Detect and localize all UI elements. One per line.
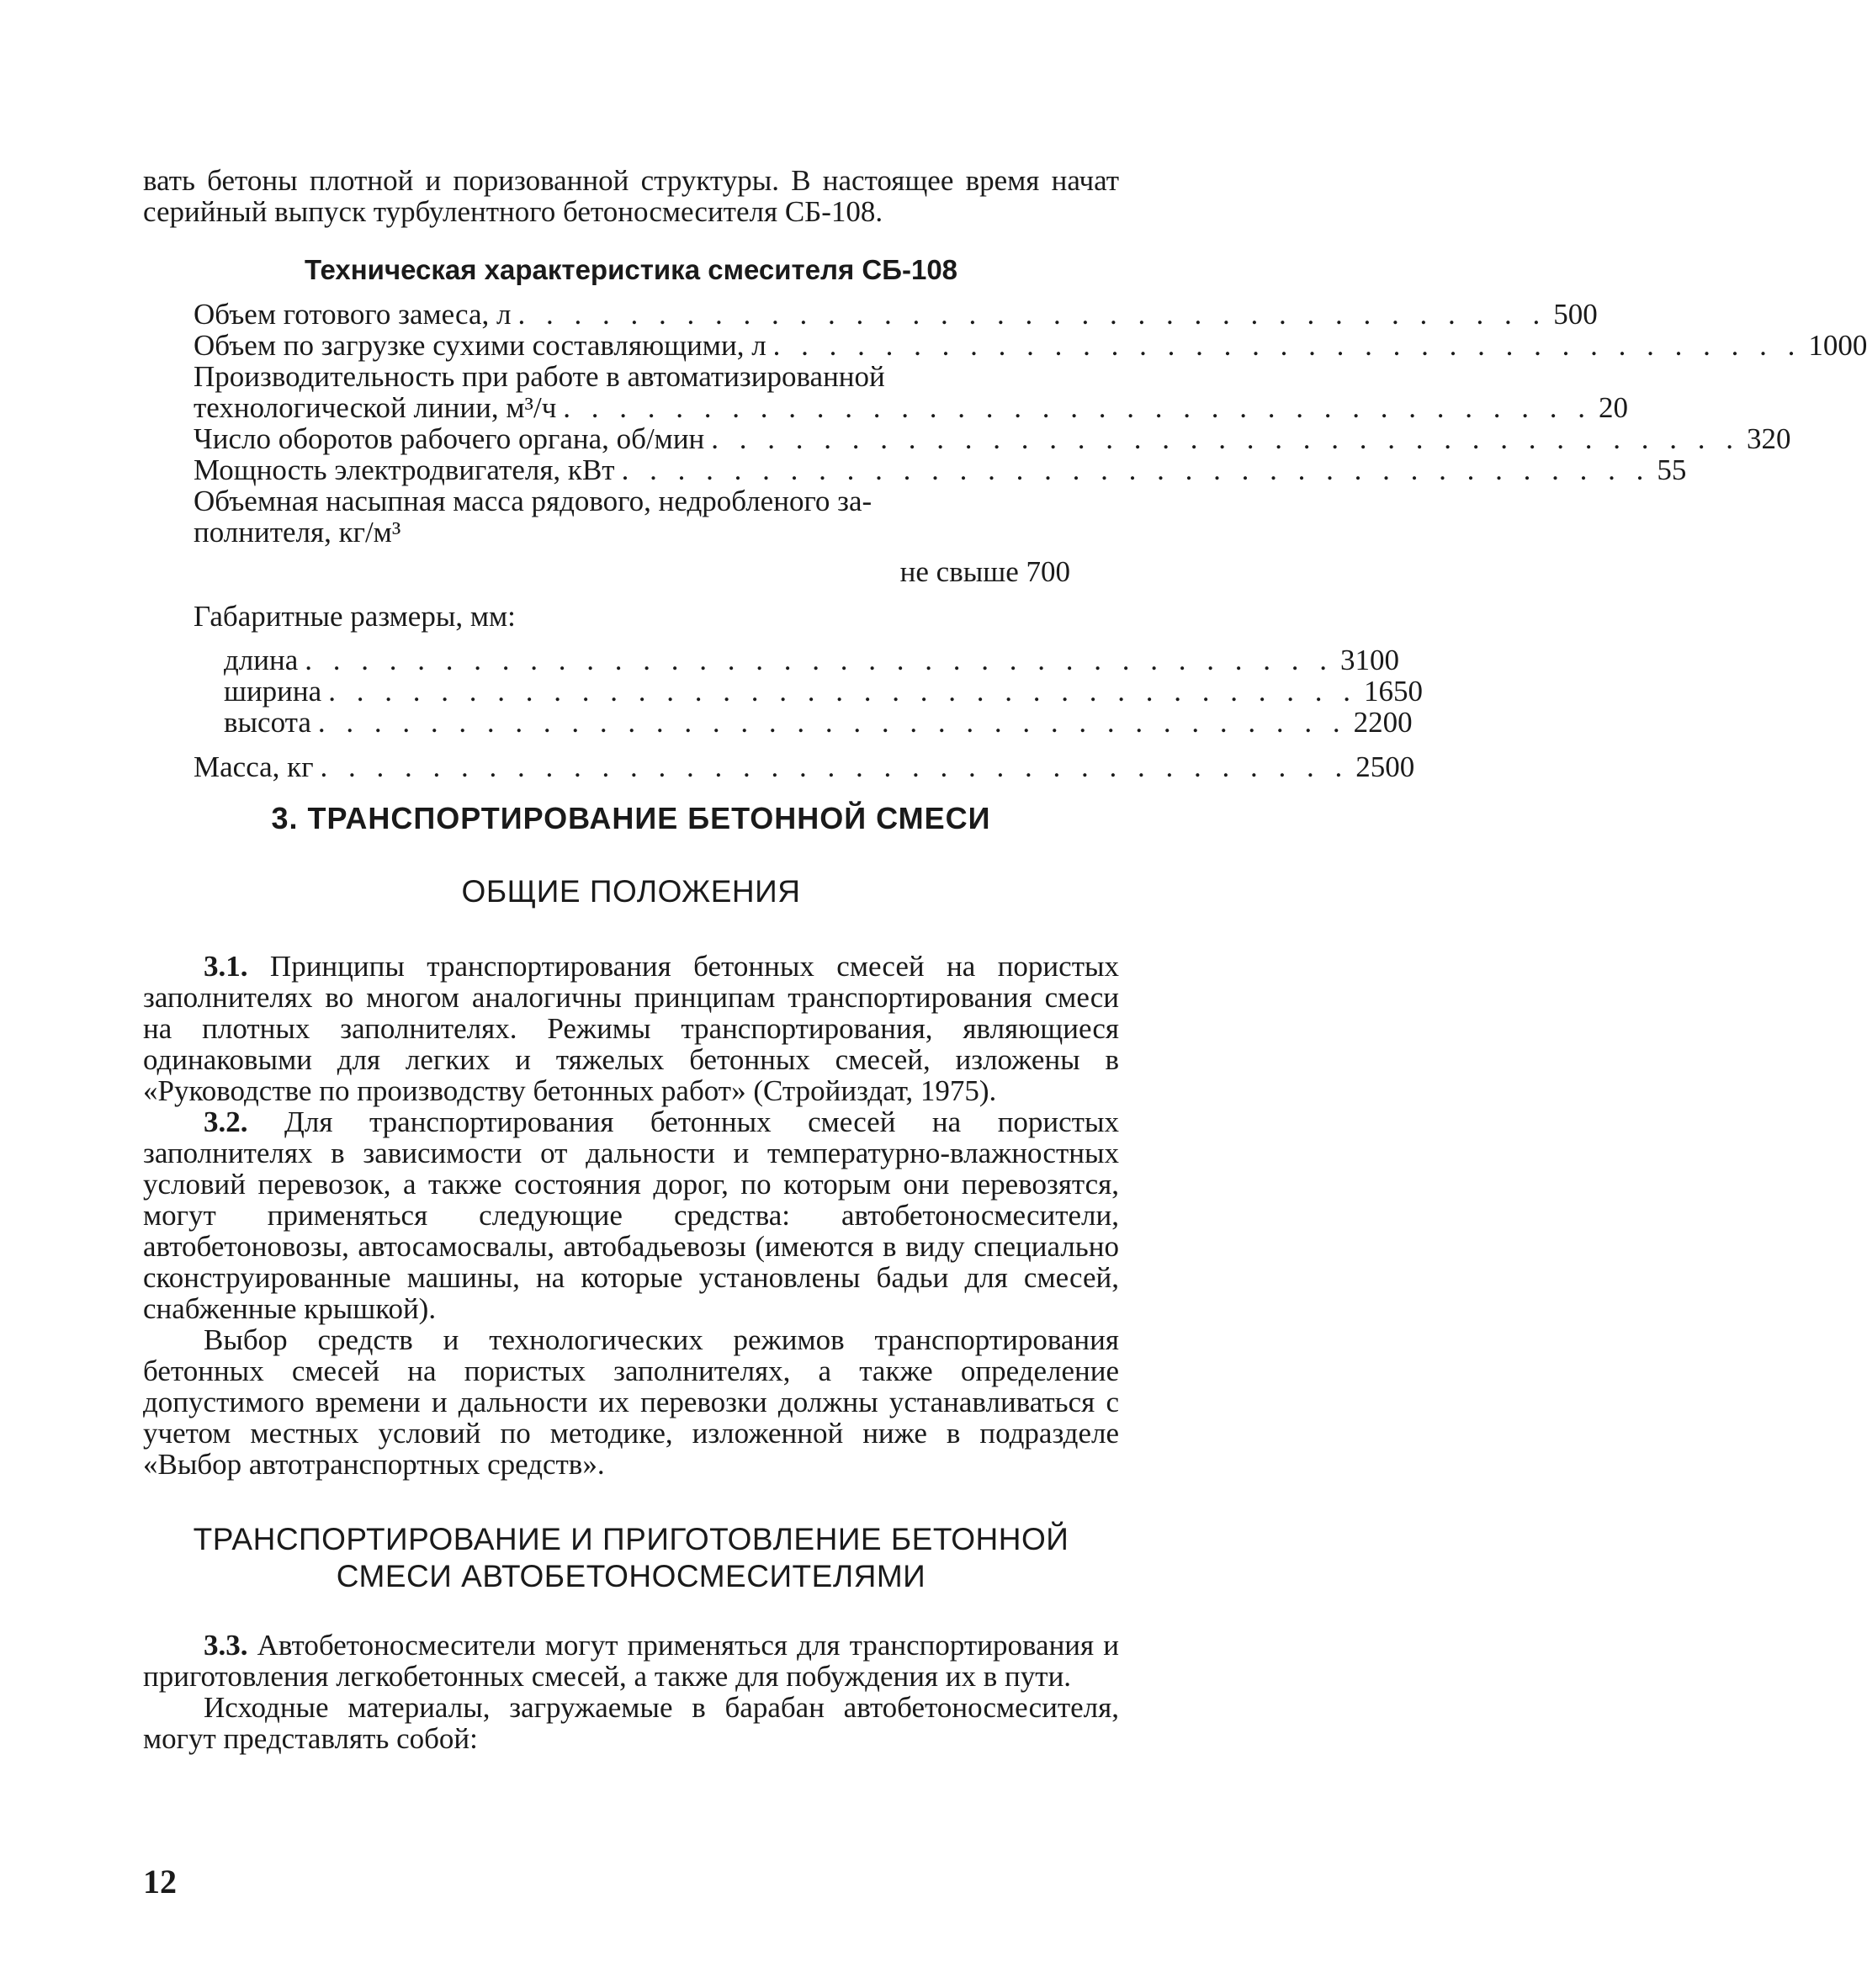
- spec-row: высота . . . . . . . . . . . . . . . . . . . . . . . . . . . . . . . . . . . . . 2200: [224, 706, 1413, 739]
- spec-row: Объем по загрузке сухими составляющими, л . . . . . . . . . . . . . . . . . . . . . . . . . . . . . . . . . . . . . 1000: [194, 329, 1867, 362]
- body-text: [143, 951, 1119, 1480]
- spec-row-continued: Производительность при работе в автоматизированной: [194, 360, 885, 393]
- paragraph-3-2: 3.2. Для транспортирования бетонных смесей на пористых заполнителях в зависимости от дальности и температурно-влажностных условий перевозок, а также состояния дорог, по которым они перевозятся, могут применяться следующие средства: автобетоносмесители, автобетоновозы, автосамосвалы, автобадьевозы (имеются в виду специально сконструированные машины, на которые установлены бадьи для смесей, снабженные крышкой).: [143, 1105, 1119, 1325]
- subsection-title-2: ТРАНСПОРТИРОВАНИЕ И ПРИГОТОВЛЕНИЕ БЕТОННОЙ СМЕСИ АВТОБЕТОНОСМЕСИТЕЛЯМИ: [193, 1522, 1069, 1593]
- spec-row-continued: Объемная насыпная масса рядового, недробленого за-: [194, 485, 873, 517]
- paragraph-3-3: 3.3. Автобетоносмесители могут применяться для транспортирования и приготовления легкобетонных смесей, а также для побуждения их в пути.: [143, 1629, 1119, 1693]
- paragraph-3-2-cont: Выбор средств и технологических режимов транспортирования бетонных смесей на пористых заполнителях, а также определение допустимого времени и дальности их перевозки должны устанавливаться с учетом местных условий по методике, изложенной ниже в подразделе «Выбор автотранспортных средств».: [143, 1323, 1119, 1481]
- specs-table: [194, 298, 1867, 783]
- paragraph-3-3-cont: Исходные материалы, загружаемые в барабан автобетоносмесителя, могут представлять собой:: [143, 1691, 1119, 1755]
- body-text-2: [143, 1630, 1119, 1754]
- spec-row: технологической линии, м³/ч . . . . . . . . . . . . . . . . . . . . . . . . . . . . . . . . . . . . . 20: [194, 391, 1629, 424]
- spec-row: Масса, кг . . . . . . . . . . . . . . . . . . . . . . . . . . . . . . . . . . . . . 2500: [194, 750, 1415, 783]
- dims-heading: Габаритные размеры, мм:: [194, 600, 516, 633]
- intro-paragraph: [143, 165, 1119, 227]
- spec-row: Мощность электродвигателя, кВт . . . . . . . . . . . . . . . . . . . . . . . . . . . . . . . . . . . . . 55: [194, 453, 1687, 486]
- spec-row: длина . . . . . . . . . . . . . . . . . . . . . . . . . . . . . . . . . . . . . 3100: [224, 644, 1400, 676]
- specs-title: Техническая характеристика смесителя СБ-108: [304, 254, 958, 285]
- section-title: 3. ТРАНСПОРТИРОВАНИЕ БЕТОННОЙ СМЕСИ: [271, 801, 991, 835]
- spec-value: не свыше 700: [899, 555, 1070, 588]
- spec-row: Объем готового замеса, л . . . . . . . . . . . . . . . . . . . . . . . . . . . . . . . . . . . . . 500: [194, 298, 1598, 331]
- spec-row-continued: полнителя, кг/м³: [194, 516, 401, 549]
- subsection-title: ОБЩИЕ ПОЛОЖЕНИЯ: [461, 874, 801, 909]
- intro-text: вать бетоны плотной и поризованной структуры. В настоящее время начат серийный выпуск турбулентного бетоносмесителя СБ-108.: [143, 164, 1119, 228]
- page-number: 12: [143, 1863, 177, 1901]
- spec-row: Число оборотов рабочего органа, об/мин . . . . . . . . . . . . . . . . . . . . . . . . . . . . . . . . . . . . . 320: [194, 422, 1791, 455]
- paragraph-3-1: 3.1. Принципы транспортирования бетонных смесей на пористых заполнителях во многом аналогичны принципам транспортирования смеси на плотных заполнителях. Режимы транспортирования, являющиеся одинаковыми для легких и тяжелых бетонных смесей, изложены в «Руководстве по производству бетонных работ» (Стройиздат, 1975).: [143, 950, 1119, 1107]
- spec-row: ширина . . . . . . . . . . . . . . . . . . . . . . . . . . . . . . . . . . . . . 1650: [224, 675, 1423, 708]
